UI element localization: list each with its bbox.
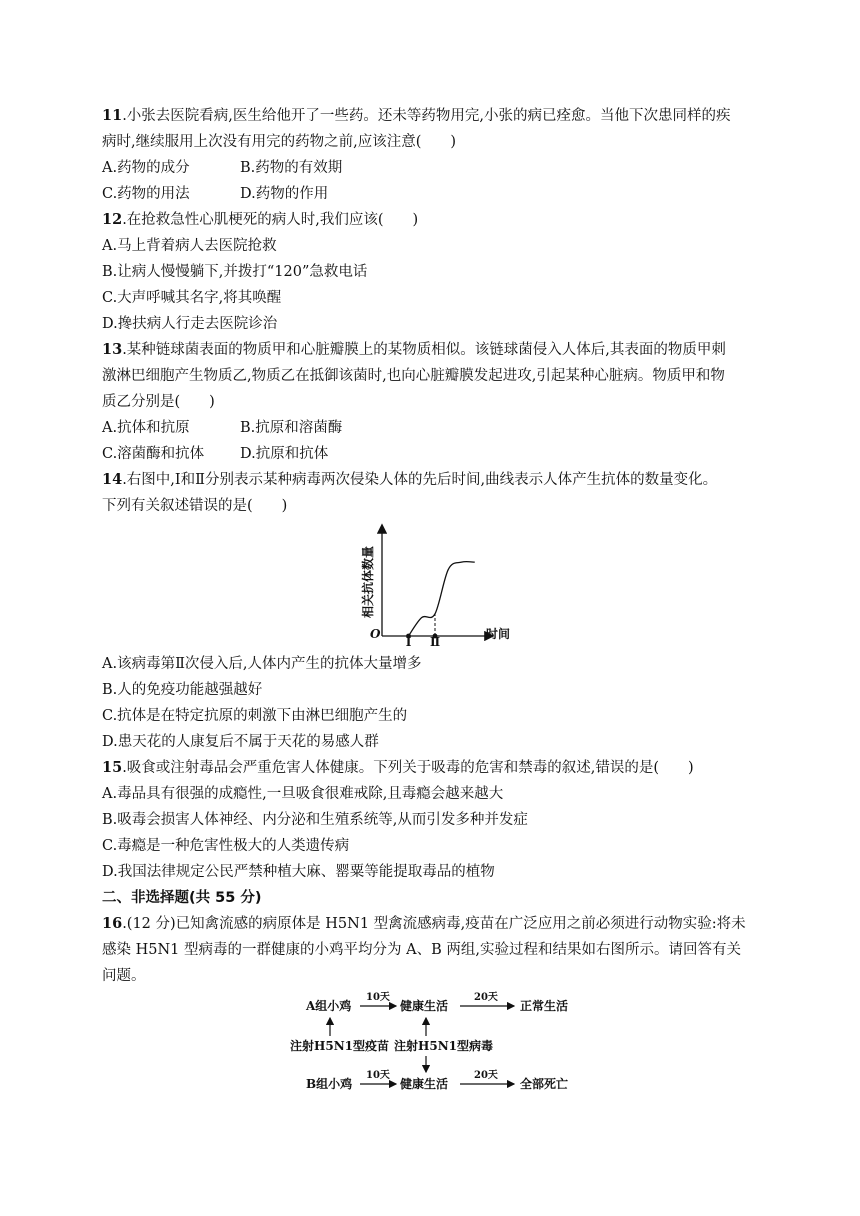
vaccine-injection-label: 注射H5N1型疫苗 [290,1039,390,1053]
q15-option-d: D.我国法律规定公民严禁种植大麻、罂粟等能提取毒品的植物 [102,864,495,880]
q13-option-b: B.抗原和溶菌酶 [240,420,343,436]
tick-label-i: Ⅰ [405,635,412,646]
q14-number: 14 [102,471,123,488]
q15-stem-line-1: 15.吸食或注射毒品会严重危害人体健康。下列关于吸毒的危害和禁毒的叙述,错误的是( ) [102,759,694,776]
q14-option-b: B.人的免疫功能越强越好 [102,682,263,698]
q14-stem-line-1: 14.右图中,Ⅰ和Ⅱ分别表示某种病毒两次侵染人体的先后时间,曲线表示人体产生抗体的数量变化。 [102,471,718,488]
q14-stem-line-2: 下列有关叙述错误的是( ) [102,498,288,514]
section-2-heading: 二、非选择题(共 55 分) [102,890,262,906]
q12-option-b: B.让病人慢慢躺下,并拨打“120”急救电话 [102,264,368,280]
q11-stem-line-2: 病时,继续服用上次没有用完的药物之前,应该注意( ) [102,134,457,150]
b-group-label: B组小鸡 [306,1077,353,1091]
q13-options-row-1 [102,418,343,438]
b-days-2: 20天 [474,1070,498,1081]
x-axis-label: 时间 [486,627,511,641]
a-result-label: 正常生活 [520,999,569,1013]
q13-stem-line-3: 质乙分别是( ) [102,394,215,410]
b-days-1: 10天 [366,1070,390,1081]
y-axis-label: 相关抗体数量 [361,545,375,619]
q12-stem-line-1: 12.在抢救急性心肌梗死的病人时,我们应该( ) [102,211,419,228]
q11-stem-line-1: 11.小张去医院看病,医生给他开了一些药。还未等药物用完,小张的病已痊愈。当他下次患同样的疾 [102,107,731,124]
q13-stem-line-2: 激淋巴细胞产生物质乙,物质乙在抵御该菌时,也向心脏瓣膜发起进攻,引起某种心脏病。物质甲和物 [102,368,725,384]
q15-number: 15 [102,759,123,776]
q16-stem-line-3: 问题。 [102,968,146,984]
a-days-1: 10天 [366,992,390,1003]
q11-number: 11 [102,107,123,124]
q12-option-a: A.马上背着病人去医院抢救 [102,238,277,254]
q11-options-row-2 [102,184,329,204]
q12-option-d: D.搀扶病人行走去医院诊治 [102,316,278,332]
a-days-2: 20天 [474,992,498,1003]
q13-stem-line-1: 13.某种链球菌表面的物质甲和心脏瓣膜上的某物质相似。该链球菌侵入人体后,其表面的物质甲刺 [102,341,726,358]
antibody-chart [352,520,512,646]
q14-option-a: A.该病毒第Ⅱ次侵入后,人体内产生的抗体大量增多 [102,656,422,672]
b-result-label: 全部死亡 [520,1077,569,1091]
q13-option-c: C.溶菌酶和抗体 [102,446,205,462]
q15-option-b: B.吸毒会损害人体神经、内分泌和生殖系统等,从而引发多种并发症 [102,812,528,828]
experiment-flow-diagram [290,988,610,1098]
origin-label: O [370,627,381,641]
q12-number: 12 [102,211,123,228]
q11-option-b: B.药物的有效期 [240,160,343,176]
a-group-label: A组小鸡 [306,999,352,1013]
q11-option-d: D.药物的作用 [240,186,329,202]
q14-option-d: D.患天花的人康复后不属于天花的易感人群 [102,734,379,750]
q12-option-c: C.大声呼喊其名字,将其唤醒 [102,290,282,306]
q11-options-row-1 [102,158,343,178]
antibody-curve [409,562,475,636]
q11-option-a: A.药物的成分 [102,160,190,176]
b-healthy-label: 健康生活 [400,1077,449,1091]
a-healthy-label: 健康生活 [400,999,449,1013]
q13-option-d: D.抗原和抗体 [240,446,329,462]
q16-number: 16 [102,915,123,932]
q13-options-row-2 [102,444,329,464]
q15-option-a: A.毒品具有很强的成瘾性,一旦吸食很难戒除,且毒瘾会越来越大 [102,786,504,802]
q15-option-c: C.毒瘾是一种危害性极大的人类遗传病 [102,838,350,854]
virus-injection-label: 注射H5N1型病毒 [394,1039,494,1053]
q11-option-c: C.药物的用法 [102,186,190,202]
q16-stem-line-2: 感染 H5N1 型病毒的一群健康的小鸡平均分为 A、B 两组,实验过程和结果如右图所示。请回答有关 [102,942,741,958]
tick-label-ii: Ⅱ [429,635,441,646]
q16-stem-line-1: 16.(12 分)已知禽流感的病原体是 H5N1 型禽流感病毒,疫苗在广泛应用之前必须进行动物实验:将未 [102,915,746,932]
q14-option-c: C.抗体是在特定抗原的刺激下由淋巴细胞产生的 [102,708,408,724]
q13-option-a: A.抗体和抗原 [102,420,190,436]
q13-number: 13 [102,341,123,358]
